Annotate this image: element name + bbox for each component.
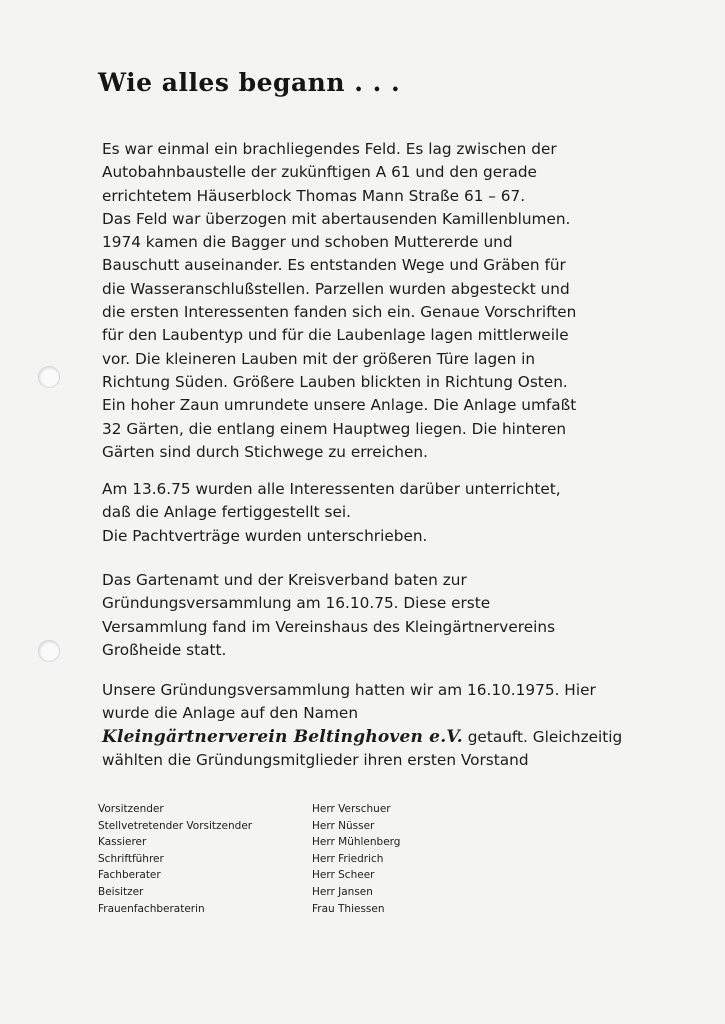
board-row xyxy=(98,851,578,868)
text-line: Autobahnbaustelle der zukünftigen A 61 und den gerade xyxy=(102,163,537,182)
club-name: Kleingärtnerverein Beltinghoven e.V. xyxy=(102,726,463,747)
board-row xyxy=(98,901,578,918)
text-line: Es war einmal ein brachliegendes Feld. Es lag zwischen der xyxy=(102,140,557,158)
board-role: Schriftführer xyxy=(98,852,164,865)
board-person: Frau Thiessen xyxy=(312,902,385,915)
board-row xyxy=(98,834,578,851)
document-title: Wie alles begann . . . xyxy=(98,68,401,97)
board-role: Beisitzer xyxy=(98,885,144,898)
board-members-list xyxy=(98,801,578,917)
board-row xyxy=(98,818,578,835)
text-line: Ein hoher Zaun umrundete unsere Anlage. Die Anlage umfaßt xyxy=(102,396,577,415)
board-row xyxy=(98,884,578,901)
board-person: Herr Mühlenberg xyxy=(312,836,401,849)
board-row xyxy=(98,801,578,818)
paragraph-completion xyxy=(102,478,662,548)
text-line: Die Pachtverträge wurden unterschrieben. xyxy=(102,526,428,545)
text-line: Das Gartenamt und der Kreisverband baten zur xyxy=(102,571,467,589)
text-line: für den Laubentyp und für die Laubenlage lagen mittlerweile xyxy=(102,326,569,345)
board-role: Stellvetretender Vorsitzender xyxy=(98,819,253,832)
text-line xyxy=(102,726,662,749)
punch-hole-top xyxy=(38,366,60,388)
board-person: Herr Jansen xyxy=(312,885,373,898)
text-line: Das Feld war überzogen mit abertausenden Kamillenblumen. xyxy=(102,209,571,228)
text-line: wählten die Gründungsmitglieder ihren ersten Vorstand xyxy=(102,750,529,769)
board-row xyxy=(98,867,578,884)
paragraph-naming xyxy=(102,679,662,772)
text-line: Unsere Gründungsversammlung hatten wir am 16.10.1975. Hier xyxy=(102,681,596,699)
text-line: die Wasseranschlußstellen. Parzellen wurden abgesteckt und xyxy=(102,279,570,298)
paragraph-history xyxy=(102,138,662,464)
board-role: Vorsitzender xyxy=(98,803,164,815)
text-line: Gärten sind durch Stichwege zu erreichen. xyxy=(102,442,428,461)
text-line: 1974 kamen die Bagger und schoben Muttererde und xyxy=(102,233,513,252)
text-line: Gründungsversammlung am 16.10.75. Diese erste xyxy=(102,594,491,613)
text-line: vor. Die kleineren Lauben mit der größeren Türe lagen in xyxy=(102,349,536,368)
board-person: Herr Friedrich xyxy=(312,852,384,865)
board-person: Herr Verschuer xyxy=(312,803,391,815)
text-line: die ersten Interessenten fanden sich ein. Genaue Vorschriften xyxy=(102,303,577,322)
board-role: Kassierer xyxy=(98,836,147,849)
text-line: Versammlung fand im Vereinshaus des Kleingärtnervereins xyxy=(102,617,556,636)
board-person: Herr Nüsser xyxy=(312,819,375,832)
text-fragment: getauft. Gleichzeitig xyxy=(462,727,623,746)
text-line: Am 13.6.75 wurden alle Interessenten darüber unterrichtet, xyxy=(102,480,561,498)
text-line: Bauschutt auseinander. Es entstanden Wege und Gräben für xyxy=(102,256,566,275)
text-line: 32 Gärten, die entlang einem Hauptweg liegen. Die hinteren xyxy=(102,419,567,438)
text-line: wurde die Anlage auf den Namen xyxy=(102,704,359,723)
punch-hole-bottom xyxy=(38,640,60,662)
board-role: Frauenfachberaterin xyxy=(98,902,205,915)
board-person: Herr Scheer xyxy=(312,869,375,882)
board-role: Fachberater xyxy=(98,869,161,882)
text-line: errichtetem Häuserblock Thomas Mann Straße 61 – 67. xyxy=(102,186,526,205)
text-line: Richtung Süden. Größere Lauben blickten in Richtung Osten. xyxy=(102,372,568,391)
text-line: Großheide statt. xyxy=(102,640,227,659)
paragraph-founding-meeting xyxy=(102,569,662,662)
text-line: daß die Anlage fertiggestellt sei. xyxy=(102,503,351,522)
